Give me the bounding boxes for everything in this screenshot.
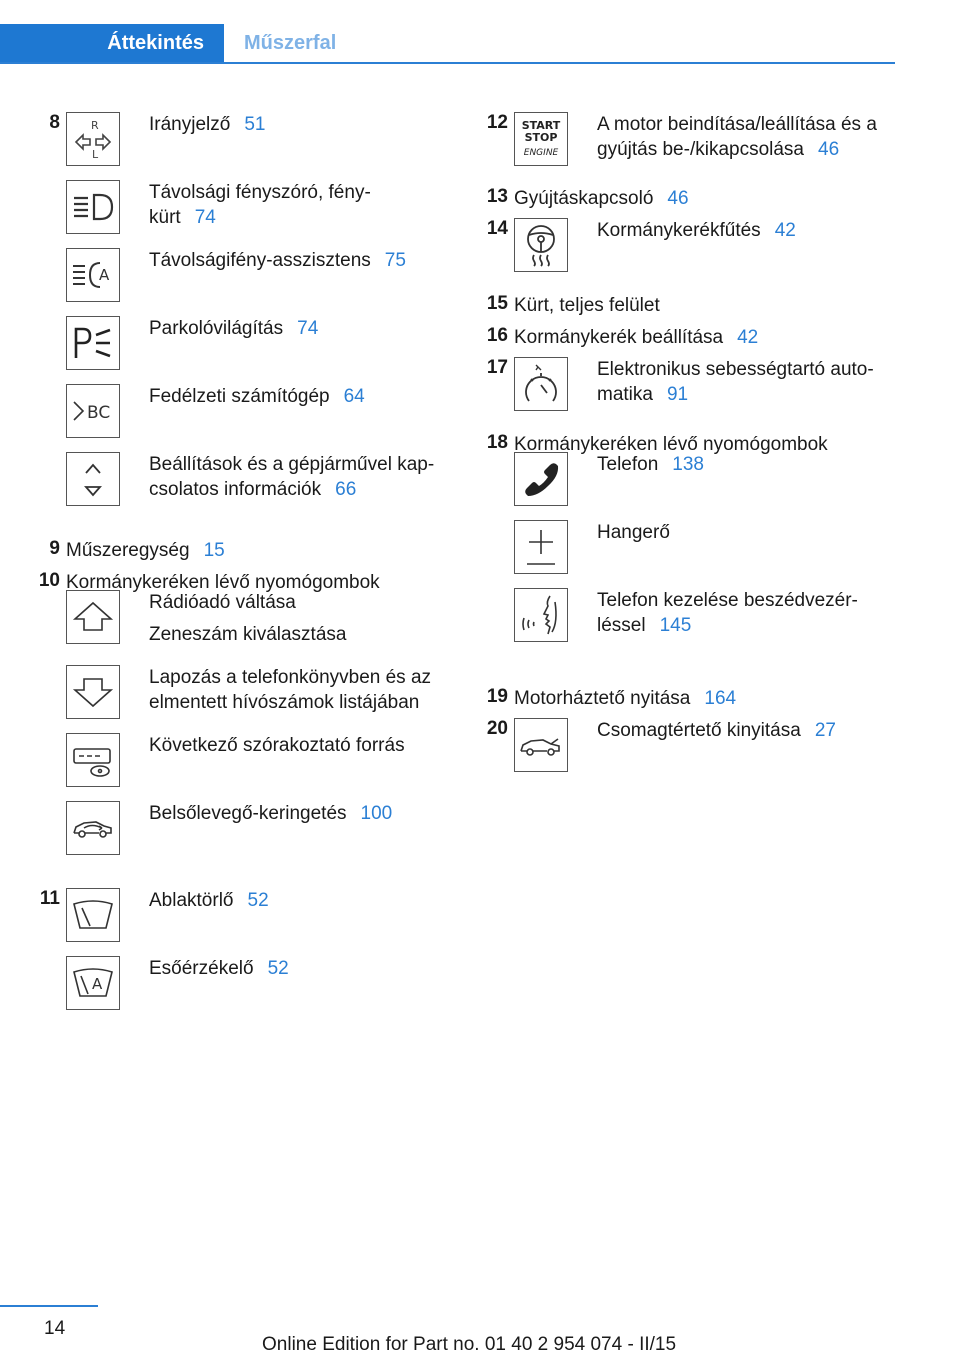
voice-control-icon bbox=[514, 588, 568, 642]
list-item bbox=[448, 452, 908, 520]
item-number: 12 bbox=[486, 112, 508, 133]
icon-text: STOP bbox=[524, 131, 558, 144]
page-ref[interactable]: 46 bbox=[818, 139, 840, 160]
board-computer-icon bbox=[66, 384, 120, 438]
list-item bbox=[448, 174, 908, 209]
volume-icon bbox=[514, 520, 568, 574]
phone-icon bbox=[514, 452, 568, 506]
item-text: Kormánykeréken lévő nyomógombok bbox=[66, 572, 380, 593]
arrow-down-icon bbox=[66, 665, 120, 719]
item-text: A motor beindítása/leállítása és a gyújtás be-/kikapcsolása 46 bbox=[597, 114, 877, 160]
high-beam-icon bbox=[66, 180, 120, 234]
start-stop-icon bbox=[514, 112, 568, 166]
item-text: Csomagtértető kinyitása 27 bbox=[597, 720, 836, 741]
icon-text: ENGINE bbox=[523, 148, 559, 158]
item-text: Gyújtáskapcsoló 46 bbox=[514, 188, 689, 209]
item-text: Rádióadó váltása Zeneszám kiválasztása bbox=[149, 592, 347, 645]
page-ref[interactable]: 100 bbox=[360, 803, 393, 824]
item-number: 17 bbox=[486, 357, 508, 378]
item-text: Irányjelző 51 bbox=[149, 114, 266, 135]
item-number: 9 bbox=[49, 538, 60, 559]
svg-text:A: A bbox=[99, 266, 110, 284]
page-ref[interactable]: 52 bbox=[247, 890, 269, 911]
item-number: 15 bbox=[486, 293, 508, 314]
svg-text:R: R bbox=[91, 119, 99, 132]
item-text: Elektronikus sebességtartó auto- matika 91 bbox=[597, 359, 874, 405]
page-ref[interactable]: 138 bbox=[672, 454, 704, 475]
list-item bbox=[448, 674, 908, 709]
item-text: Távolságifény-asszisztens 75 bbox=[149, 250, 406, 271]
list-item bbox=[448, 520, 908, 588]
page-ref[interactable]: 27 bbox=[814, 720, 836, 741]
page-ref[interactable]: 74 bbox=[194, 207, 216, 228]
rain-sensor-icon bbox=[66, 956, 120, 1010]
item-text: Kürt, teljes felület bbox=[514, 295, 660, 316]
page-ref[interactable]: 91 bbox=[666, 384, 689, 405]
list-item bbox=[0, 372, 460, 440]
trunk-lid-icon bbox=[514, 718, 568, 772]
item-text: Belsőlevegő-keringetés 100 bbox=[149, 803, 393, 824]
item-text: Telefon 138 bbox=[597, 454, 704, 475]
item-number: 20 bbox=[486, 718, 508, 739]
tab-muszerfal[interactable]: Műszerfal bbox=[244, 32, 337, 54]
parking-light-icon bbox=[66, 316, 120, 370]
list-item bbox=[0, 590, 460, 665]
item-number: 11 bbox=[39, 888, 60, 909]
item-text: Beállítások és a gépjárművel kap- csolatos információk 66 bbox=[149, 454, 435, 500]
page-ref[interactable]: 74 bbox=[297, 318, 319, 339]
item-text: Kormánykerékfűtés 42 bbox=[597, 220, 796, 241]
media-source-icon bbox=[66, 733, 120, 787]
page-ref[interactable]: 52 bbox=[267, 958, 289, 979]
recirculation-icon bbox=[66, 801, 120, 855]
item-text: Telefon kezelése beszédvezér- léssel 145 bbox=[597, 590, 858, 636]
item-number: 18 bbox=[486, 432, 508, 453]
item-number: 13 bbox=[486, 186, 508, 207]
svg-text:A: A bbox=[92, 975, 103, 993]
edition-text: Online Edition for Part no. 01 40 2 954 074 - II/15 bbox=[262, 1334, 677, 1355]
list-item bbox=[0, 304, 460, 372]
page-ref[interactable]: 46 bbox=[667, 188, 689, 209]
svg-text:L: L bbox=[92, 148, 99, 161]
item-number: 10 bbox=[38, 570, 60, 591]
right-column bbox=[448, 100, 908, 774]
item-text: Parkolóvilágítás 74 bbox=[149, 318, 319, 339]
list-item bbox=[0, 944, 460, 1012]
list-item bbox=[0, 526, 460, 561]
list-item bbox=[0, 236, 460, 304]
turn-signal-icon bbox=[66, 112, 120, 166]
item-text: Fedélzeti számítógép 64 bbox=[149, 386, 365, 407]
arrow-up-icon bbox=[66, 590, 120, 644]
item-text: Motorháztető nyitása 164 bbox=[514, 688, 737, 709]
list-item bbox=[448, 420, 908, 455]
page-ref[interactable]: 66 bbox=[335, 479, 357, 500]
tab-attekintes[interactable]: Áttekintés bbox=[0, 24, 224, 62]
item-number: 19 bbox=[486, 686, 508, 707]
page-number: 14 bbox=[44, 1318, 66, 1339]
page-ref[interactable]: 164 bbox=[704, 688, 737, 709]
item-text: Következő szórakoztató forrás bbox=[149, 735, 405, 756]
arrow-up-down-icon bbox=[66, 452, 120, 506]
list-item bbox=[0, 168, 460, 236]
page-ref[interactable]: 51 bbox=[244, 114, 266, 135]
page-ref[interactable]: 42 bbox=[774, 220, 796, 241]
list-item bbox=[0, 733, 460, 801]
list-item bbox=[448, 281, 908, 316]
list-item bbox=[0, 801, 460, 876]
list-item bbox=[448, 706, 908, 774]
item-number: 14 bbox=[486, 218, 508, 239]
page-ref[interactable]: 42 bbox=[737, 327, 759, 348]
list-item bbox=[0, 665, 460, 733]
item-text: Esőérzékelő 52 bbox=[149, 958, 289, 979]
item-text: Kormánykeréken lévő nyomógombok bbox=[514, 434, 828, 455]
item-text: Lapozás a telefonkönyvben és az elmentett hívószámok listájában bbox=[149, 667, 432, 713]
page-ref[interactable]: 75 bbox=[384, 250, 406, 271]
svg-text:BC: BC bbox=[87, 403, 111, 423]
item-text: Hangerő bbox=[597, 522, 670, 543]
list-item bbox=[448, 100, 908, 174]
item-text: Ablaktörlő 52 bbox=[149, 890, 269, 911]
footer-divider bbox=[0, 1305, 98, 1307]
list-item bbox=[0, 558, 460, 593]
list-item bbox=[0, 100, 460, 168]
item-number: 8 bbox=[49, 112, 60, 133]
high-beam-assist-icon bbox=[66, 248, 120, 302]
list-item bbox=[448, 206, 908, 281]
list-item bbox=[0, 876, 460, 944]
cruise-control-icon bbox=[514, 357, 568, 411]
page-ref[interactable]: 15 bbox=[203, 540, 225, 561]
item-text: Műszeregység 15 bbox=[66, 540, 225, 561]
item-number: 16 bbox=[486, 325, 508, 346]
list-item bbox=[448, 345, 908, 420]
list-item bbox=[0, 440, 460, 526]
item-text: Kormánykerék beállítása 42 bbox=[514, 327, 759, 348]
wiper-icon bbox=[66, 888, 120, 942]
page-ref[interactable]: 64 bbox=[343, 386, 365, 407]
chapter-tabs bbox=[0, 24, 895, 64]
list-item bbox=[448, 313, 908, 348]
item-text: Távolsági fényszóró, fény- kürt 74 bbox=[149, 182, 371, 228]
steering-heating-icon bbox=[514, 218, 568, 272]
page-ref[interactable]: 145 bbox=[659, 615, 692, 636]
left-column bbox=[0, 100, 460, 1012]
icon-text: START bbox=[521, 119, 561, 132]
list-item bbox=[448, 588, 908, 674]
